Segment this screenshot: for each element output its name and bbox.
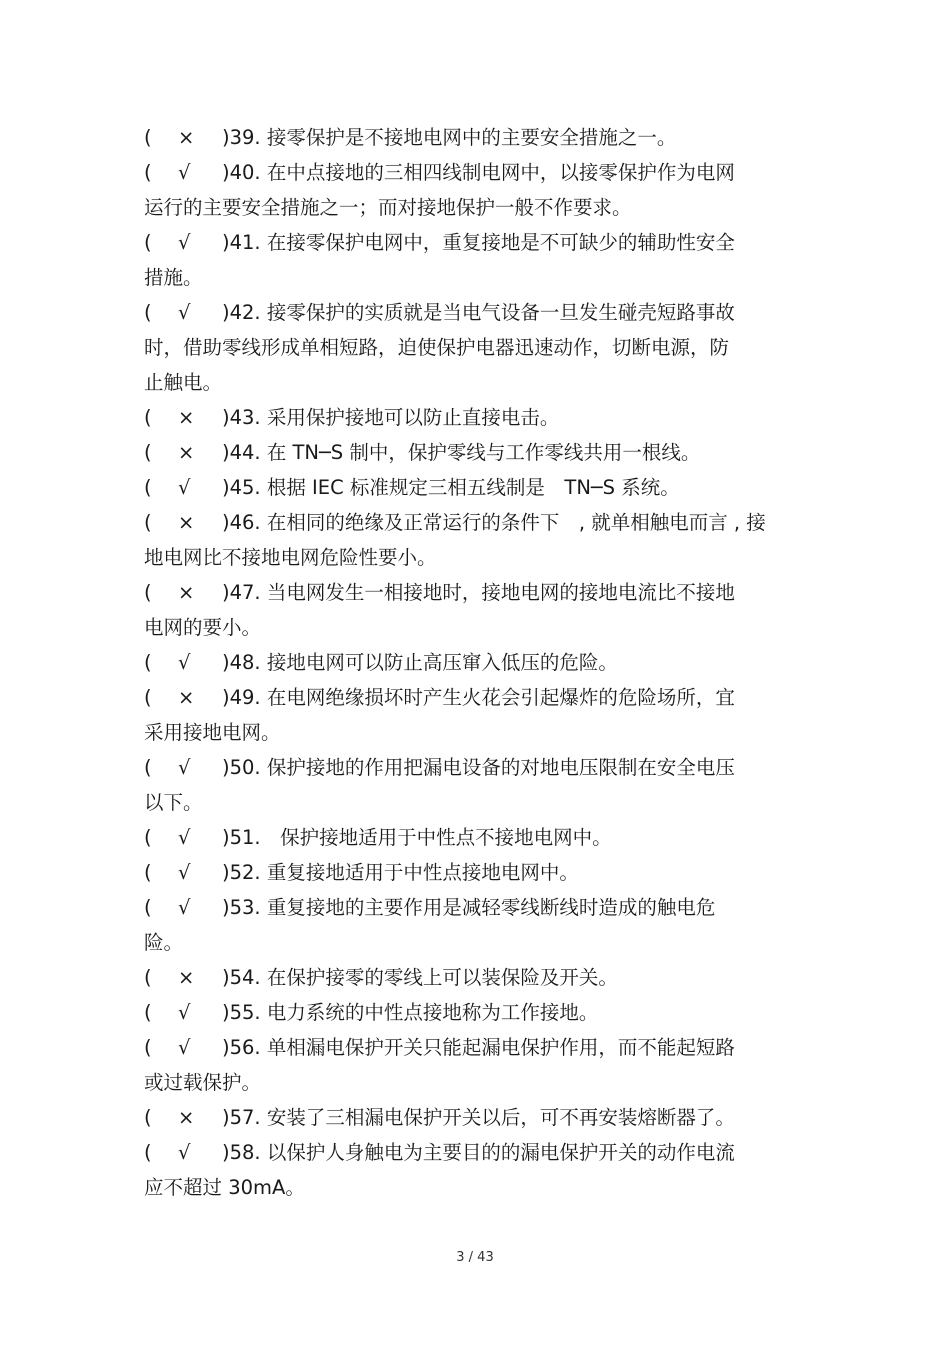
question-line xyxy=(144,995,824,1030)
question-text: )45. 根据 IEC 标准规定三相五线制是 TN─S 系统。 xyxy=(222,476,680,499)
cross-mark: × xyxy=(178,686,195,709)
question-text: )57. 安装了三相漏电保护开关以后，可不再安装熔断器了。 xyxy=(222,1106,735,1129)
question-text: )55. 电力系统的中性点接地称为工作接地。 xyxy=(222,1001,599,1024)
question-continuation-line xyxy=(144,1065,824,1100)
open-paren: ( xyxy=(144,686,152,709)
open-paren: ( xyxy=(144,511,152,534)
question-text: )53. 重复接地的主要作用是减轻零线断线时造成的触电危 xyxy=(222,896,716,919)
open-paren: ( xyxy=(144,231,152,254)
question-line xyxy=(144,820,824,855)
open-paren: ( xyxy=(144,406,152,429)
check-mark: √ xyxy=(178,231,191,254)
question-line xyxy=(144,750,824,785)
open-paren: ( xyxy=(144,826,152,849)
question-line xyxy=(144,575,824,610)
check-mark: √ xyxy=(178,1141,191,1164)
question-text: )42. 接零保护的实质就是当电气设备一旦发生碰壳短路事故 xyxy=(222,301,735,324)
question-text: )46. 在相同的绝缘及正常运行的条件下 , 就单相触电而言 , 接 xyxy=(222,511,766,534)
question-text: )39. 接零保护是不接地电网中的主要安全措施之一。 xyxy=(222,126,677,149)
question-text: 以下。 xyxy=(144,791,203,814)
open-paren: ( xyxy=(144,1141,152,1164)
open-paren: ( xyxy=(144,476,152,499)
question-text: )40. 在中点接地的三相四线制电网中，以接零保护作为电网 xyxy=(222,161,735,184)
question-text: )50. 保护接地的作用把漏电设备的对地电压限制在安全电压 xyxy=(222,756,735,779)
check-mark: √ xyxy=(178,861,191,884)
check-mark: √ xyxy=(178,1001,191,1024)
cross-mark: × xyxy=(178,511,195,534)
question-line xyxy=(144,645,824,680)
question-text: )48. 接地电网可以防止高压窜入低压的危险。 xyxy=(222,651,618,674)
check-mark: √ xyxy=(178,1036,191,1059)
question-text: )44. 在 TN─S 制中，保护零线与工作零线共用一根线。 xyxy=(222,441,701,464)
cross-mark: × xyxy=(178,406,195,429)
question-text: 时，借助零线形成单相短路，迫使保护电器迅速动作，切断电源，防 xyxy=(144,336,730,359)
open-paren: ( xyxy=(144,966,152,989)
question-line xyxy=(144,400,824,435)
question-line xyxy=(144,505,824,540)
check-mark: √ xyxy=(178,826,191,849)
open-paren: ( xyxy=(144,1001,152,1024)
question-line xyxy=(144,890,824,925)
open-paren: ( xyxy=(144,756,152,779)
question-continuation-line xyxy=(144,260,824,295)
question-line xyxy=(144,960,824,995)
question-line xyxy=(144,225,824,260)
question-line xyxy=(144,1030,824,1065)
question-text: 电网的要小。 xyxy=(144,616,262,639)
check-mark: √ xyxy=(178,896,191,919)
check-mark: √ xyxy=(178,301,191,324)
question-text: )41. 在接零保护电网中，重复接地是不可缺少的辅助性安全 xyxy=(222,231,735,254)
question-continuation-line xyxy=(144,330,824,365)
question-line xyxy=(144,470,824,505)
question-continuation-line xyxy=(144,540,824,575)
check-mark: √ xyxy=(178,651,191,674)
question-continuation-line xyxy=(144,190,824,225)
question-continuation-line xyxy=(144,925,824,960)
open-paren: ( xyxy=(144,301,152,324)
question-text: 险。 xyxy=(144,931,184,954)
question-line xyxy=(144,155,824,190)
question-line xyxy=(144,680,824,715)
question-text: 应不超过 30mA。 xyxy=(144,1176,305,1199)
question-text: 地电网比不接地电网危险性要小。 xyxy=(144,546,437,569)
cross-mark: × xyxy=(178,966,195,989)
question-text: )51. 保护接地适用于中性点不接地电网中。 xyxy=(222,826,612,849)
page-number: 3 / 43 xyxy=(456,1250,494,1265)
open-paren: ( xyxy=(144,861,152,884)
question-continuation-line xyxy=(144,1170,824,1205)
question-list xyxy=(144,120,824,1205)
question-text: )58. 以保护人身触电为主要目的的漏电保护开关的动作电流 xyxy=(222,1141,735,1164)
cross-mark: × xyxy=(178,441,195,464)
check-mark: √ xyxy=(178,476,191,499)
open-paren: ( xyxy=(144,651,152,674)
question-text: 止触电。 xyxy=(144,371,223,394)
question-line xyxy=(144,295,824,330)
check-mark: √ xyxy=(178,756,191,779)
question-continuation-line xyxy=(144,610,824,645)
question-text: )52. 重复接地适用于中性点接地电网中。 xyxy=(222,861,579,884)
open-paren: ( xyxy=(144,1106,152,1129)
open-paren: ( xyxy=(144,896,152,919)
question-continuation-line xyxy=(144,715,824,750)
open-paren: ( xyxy=(144,1036,152,1059)
question-text: )49. 在电网绝缘损坏时产生火花会引起爆炸的危险场所，宜 xyxy=(222,686,735,709)
question-line xyxy=(144,1100,824,1135)
question-text: )47. 当电网发生一相接地时，接地电网的接地电流比不接地 xyxy=(222,581,735,604)
open-paren: ( xyxy=(144,581,152,604)
question-continuation-line xyxy=(144,785,824,820)
question-text: 运行的主要安全措施之一；而对接地保护一般不作要求。 xyxy=(144,196,632,219)
cross-mark: × xyxy=(178,126,195,149)
check-mark: √ xyxy=(178,161,191,184)
question-text: )54. 在保护接零的零线上可以装保险及开关。 xyxy=(222,966,618,989)
open-paren: ( xyxy=(144,126,152,149)
question-text: 或过载保护。 xyxy=(144,1071,262,1094)
question-text: 措施。 xyxy=(144,266,203,289)
question-line xyxy=(144,120,824,155)
question-text: )43. 采用保护接地可以防止直接电击。 xyxy=(222,406,560,429)
question-line xyxy=(144,855,824,890)
question-line xyxy=(144,1135,824,1170)
cross-mark: × xyxy=(178,1106,195,1129)
question-text: )56. 单相漏电保护开关只能起漏电保护作用，而不能起短路 xyxy=(222,1036,735,1059)
question-line xyxy=(144,435,824,470)
open-paren: ( xyxy=(144,161,152,184)
question-continuation-line xyxy=(144,365,824,400)
question-text: 采用接地电网。 xyxy=(144,721,281,744)
cross-mark: × xyxy=(178,581,195,604)
open-paren: ( xyxy=(144,441,152,464)
